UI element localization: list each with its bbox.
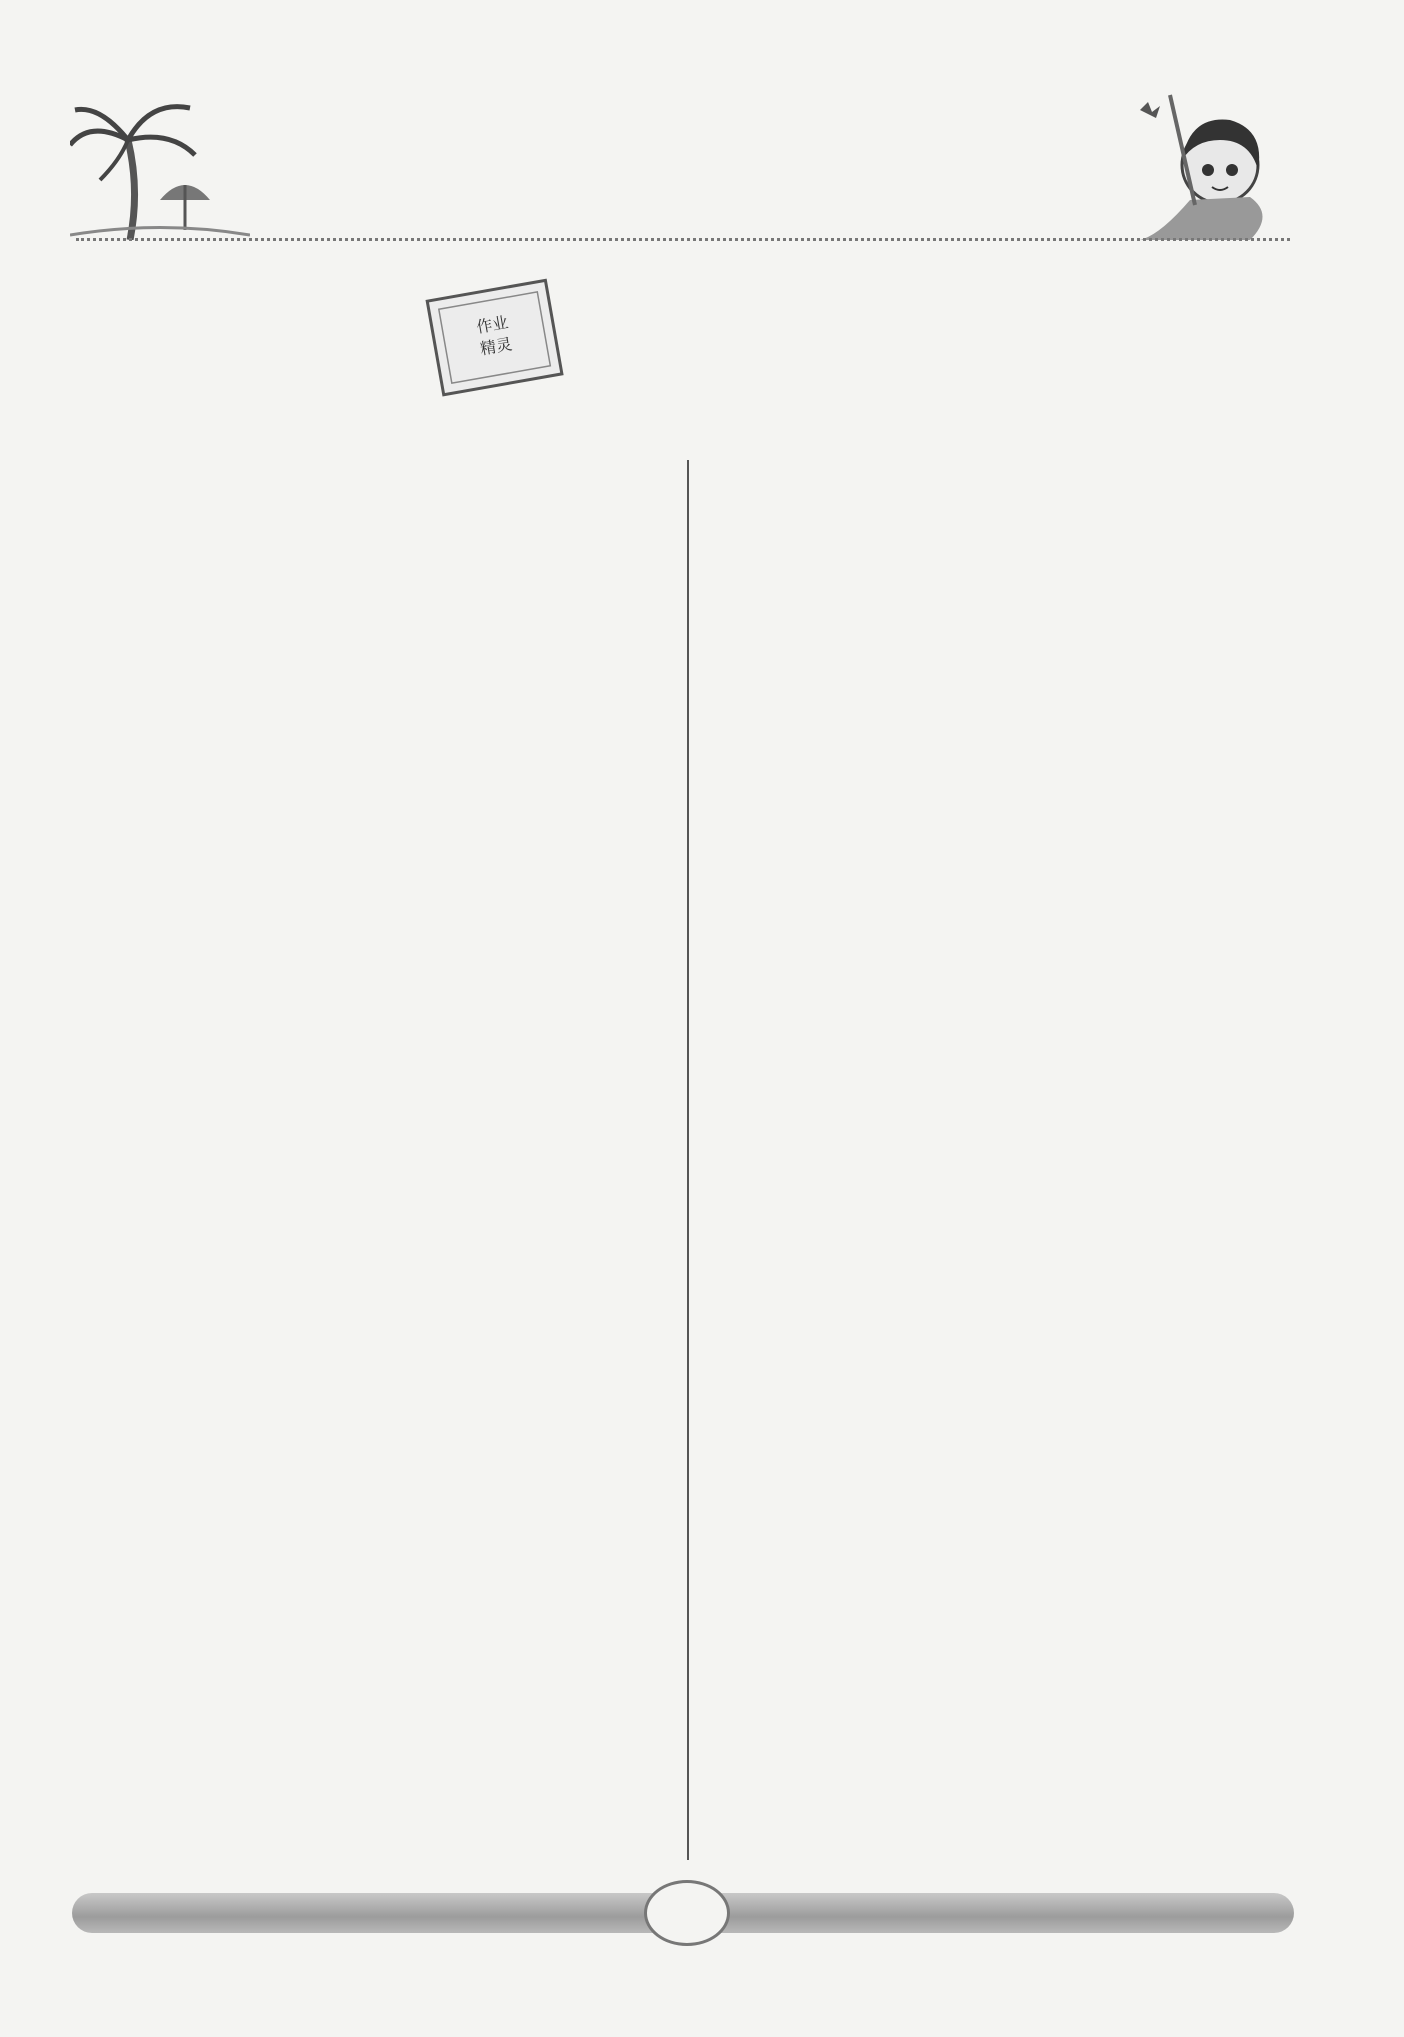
list-item xyxy=(74,980,669,1015)
list-item xyxy=(74,1773,669,1808)
list-item xyxy=(74,1532,669,1567)
list-item xyxy=(74,911,669,946)
girl-illustration-icon xyxy=(1100,85,1290,245)
list-item xyxy=(74,1808,669,1843)
list-item xyxy=(74,1325,669,1360)
list-item xyxy=(74,1290,669,1325)
list-item xyxy=(74,1704,669,1739)
svg-text:精灵: 精灵 xyxy=(478,334,514,359)
right-column xyxy=(712,462,1312,710)
list-item xyxy=(74,1014,669,1049)
answer-row xyxy=(74,531,669,566)
answer-row xyxy=(74,600,669,635)
list-item xyxy=(74,1359,669,1394)
list-item xyxy=(74,1601,669,1636)
answer-row xyxy=(74,669,669,704)
list-item xyxy=(74,1118,669,1153)
header-divider xyxy=(76,238,1290,241)
list-item xyxy=(74,1497,669,1532)
list-item xyxy=(74,945,669,980)
training-3-title xyxy=(712,462,1312,497)
header xyxy=(70,85,1290,245)
list-item xyxy=(74,1221,669,1256)
list-item xyxy=(74,1256,669,1291)
list-item xyxy=(74,842,669,877)
training-2-title xyxy=(74,773,669,808)
list-item xyxy=(74,1049,669,1084)
answer-row xyxy=(74,566,669,601)
list-item xyxy=(74,1152,669,1187)
answer-row xyxy=(74,704,669,739)
stamp-logo-icon xyxy=(416,269,575,411)
list-item xyxy=(74,1463,669,1498)
list-item xyxy=(74,1635,669,1670)
training-1-q1 xyxy=(74,531,669,669)
training-1-q2 xyxy=(74,669,669,773)
list-item xyxy=(74,1566,669,1601)
column-divider xyxy=(687,460,689,1860)
answer-row xyxy=(74,738,669,773)
list-item xyxy=(74,1394,669,1429)
training-2-list xyxy=(74,807,669,1842)
list-item xyxy=(74,1083,669,1118)
list-item xyxy=(74,1187,669,1222)
training-5-title xyxy=(712,531,1312,566)
left-column xyxy=(74,462,669,1842)
training-6-title xyxy=(712,566,1312,601)
list-item xyxy=(74,1739,669,1774)
list-item xyxy=(74,876,669,911)
answer-row xyxy=(74,635,669,670)
list-item xyxy=(74,807,669,842)
training-8-title xyxy=(712,635,1312,670)
palm-tree-icon xyxy=(70,100,250,240)
list-item xyxy=(74,1670,669,1705)
training-9-title xyxy=(712,675,1312,710)
page-number xyxy=(644,1880,730,1946)
training-7-title xyxy=(712,600,1312,635)
section-title xyxy=(74,462,669,497)
training-4-title xyxy=(712,497,1312,532)
training-1-title xyxy=(74,497,669,532)
list-item xyxy=(74,1428,669,1463)
svg-text:作业: 作业 xyxy=(474,312,510,337)
